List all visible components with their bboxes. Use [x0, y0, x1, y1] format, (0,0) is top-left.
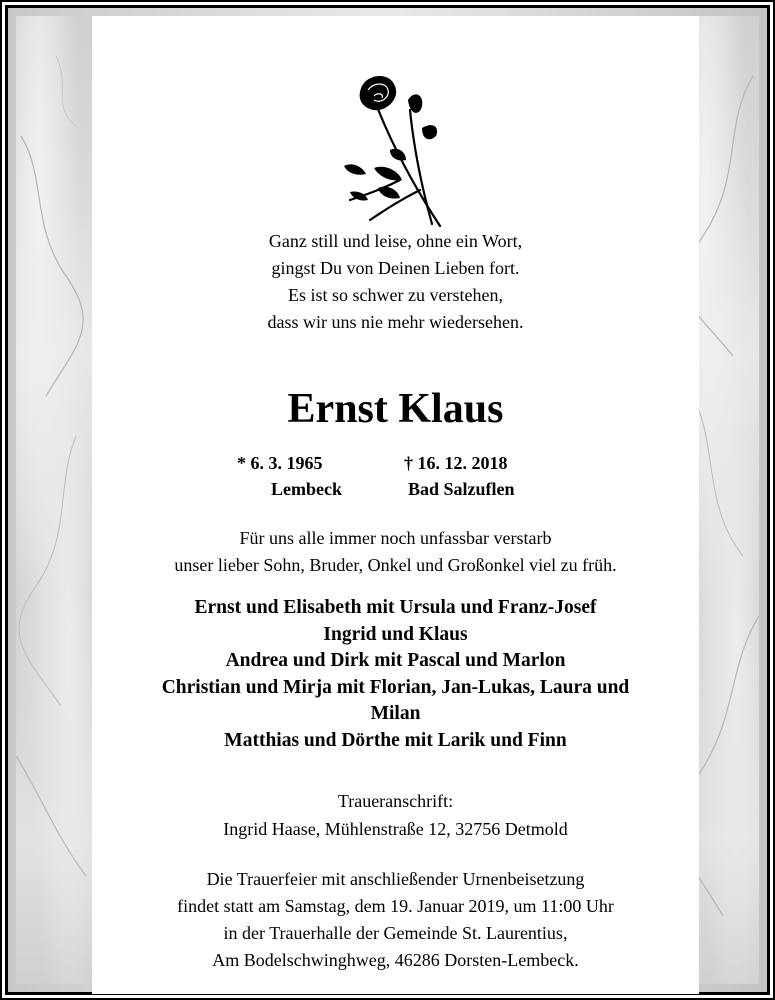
mourner-line: Christian und Mirja mit Florian, Jan-Lukas, Laura und: [161, 676, 630, 698]
birth-info: [237, 450, 342, 502]
mourning-address: [92, 787, 699, 843]
announcement-text: [92, 525, 699, 579]
mourner-line: Ernst und Elisabeth mit Ursula und Franz-Josef: [194, 597, 597, 618]
announcement-line: Für uns alle immer noch unfassbar verstarb: [239, 528, 552, 548]
mourner-line: Milan: [370, 703, 421, 724]
deceased-name: Ernst Klaus: [287, 386, 504, 432]
address-label: Traueranschrift:: [337, 791, 454, 811]
service-line: Am Bodelschwinghweg, 46286 Dorsten-Lembeck.: [212, 950, 579, 970]
poem-line: Es ist so schwer zu verstehen,: [288, 285, 503, 305]
poem-line: dass wir uns nie mehr wiedersehen.: [267, 312, 524, 332]
mourner-line: Matthias und Dörthe mit Larik und Finn: [224, 729, 567, 751]
poem-line: gingst Du von Deinen Lieben fort.: [271, 258, 520, 278]
mourner-line: Andrea und Dirk mit Pascal und Marlon: [225, 650, 566, 671]
marble-panel-left: [16, 16, 92, 984]
death-date: † 16. 12. 2018: [404, 453, 508, 473]
address-value: Ingrid Haase, Mühlenstraße 12, 32756 Detmold: [223, 819, 568, 839]
poem-line: Ganz still und leise, ohne ein Wort,: [268, 231, 523, 251]
service-line: in der Trauerhalle der Gemeinde St. Laurentius,: [223, 923, 568, 943]
birth-place: Lembeck: [271, 479, 342, 499]
mourners-list: [92, 595, 699, 754]
service-line: Die Trauerfeier mit anschließender Urnenbeisetzung: [206, 869, 585, 889]
service-line: findet statt am Samstag, dem 19. Januar 2019, um 11:00 Uhr: [177, 896, 614, 916]
birth-date: * 6. 3. 1965: [237, 453, 323, 473]
obituary-paper: [92, 16, 699, 994]
poem: [92, 228, 699, 336]
funeral-service-info: [92, 866, 699, 974]
announcement-line: unser lieber Sohn, Bruder, Onkel und Großonkel viel zu früh.: [174, 555, 617, 575]
death-info: [404, 450, 515, 502]
marble-border: [5, 5, 770, 995]
death-place: Bad Salzuflen: [408, 479, 515, 499]
rose-icon: [340, 70, 450, 230]
mourner-line: Ingrid und Klaus: [323, 623, 468, 645]
